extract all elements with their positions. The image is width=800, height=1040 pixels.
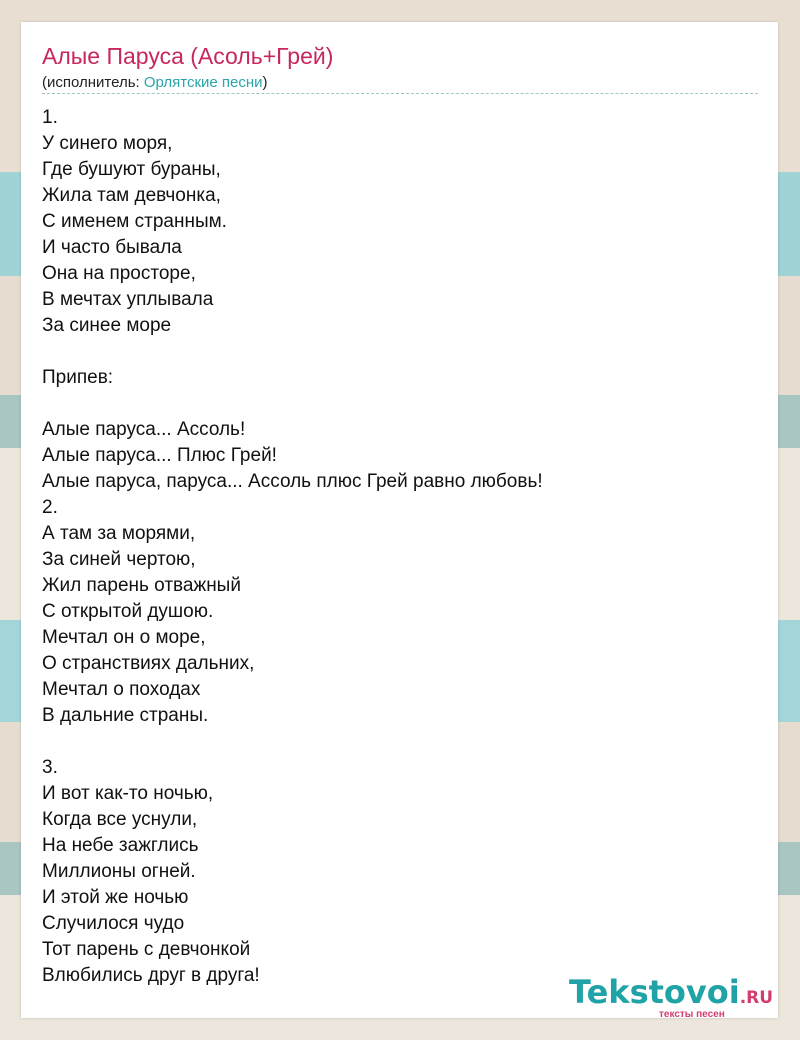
lyric-line: За синее море xyxy=(42,315,172,336)
lyric-line xyxy=(42,339,543,365)
lyric-line xyxy=(42,391,543,417)
lyric-line: С открытой душою. xyxy=(42,601,214,622)
logo-tld: .RU xyxy=(739,988,774,1008)
lyric-line: Где бушуют бураны, xyxy=(42,159,221,180)
artist-link[interactable]: Орлятские песни xyxy=(143,74,263,91)
lyric-line: Алые паруса... Плюс Грей! xyxy=(42,445,277,466)
lyric-line: 2. xyxy=(42,497,58,518)
artist-suffix: ) xyxy=(262,74,268,91)
lyric-line: И часто бывала xyxy=(42,237,182,258)
lyric-line: Жила там девчонка, xyxy=(42,185,221,206)
title-divider xyxy=(42,93,758,94)
lyric-line: За синей чертою, xyxy=(42,549,196,570)
logo-wordmark xyxy=(569,973,773,1011)
lyric-line: Случилося чудо xyxy=(42,913,185,934)
lyric-line: С именем странным. xyxy=(42,211,227,232)
artist-prefix: (исполнитель: xyxy=(42,74,144,91)
lyric-line: И этой же ночью xyxy=(42,887,189,908)
lyric-line: Когда все уснули, xyxy=(42,809,198,830)
lyric-line: Тот парень с девчонкой xyxy=(42,939,251,960)
lyrics-text xyxy=(42,105,543,989)
lyric-line: Миллионы огней. xyxy=(42,861,196,882)
logo-tagline: тексты песен xyxy=(659,1009,725,1020)
artist-line xyxy=(42,74,268,91)
lyric-line: Мечтал о походах xyxy=(42,679,201,700)
lyrics-card xyxy=(21,22,778,1018)
lyric-line: В мечтах уплывала xyxy=(42,289,214,310)
lyric-line: Мечтал он о море, xyxy=(42,627,206,648)
lyric-line: А там за морями, xyxy=(42,523,196,544)
lyric-line: 3. xyxy=(42,757,58,778)
lyric-line: Она на просторе, xyxy=(42,263,196,284)
site-logo[interactable] xyxy=(569,973,779,1021)
lyric-line: У синего моря, xyxy=(42,133,173,154)
logo-name: Tekstovoi xyxy=(569,973,740,1011)
lyric-line: Алые паруса, паруса... Ассоль плюс Грей равно любовь! xyxy=(42,471,543,492)
lyric-line: 1. xyxy=(42,107,58,128)
lyric-line: Припев: xyxy=(42,367,114,388)
lyric-line: Влюбились друг в друга! xyxy=(42,965,260,986)
lyric-line: На небе зажглись xyxy=(42,835,199,856)
song-title: Алые Паруса (Асоль+Грей) xyxy=(42,43,334,69)
lyric-line: И вот как-то ночью, xyxy=(42,783,214,804)
lyric-line: Алые паруса... Ассоль! xyxy=(42,419,246,440)
lyric-line: В дальние страны. xyxy=(42,705,209,726)
lyric-line xyxy=(42,729,543,755)
lyric-line: Жил парень отважный xyxy=(42,575,241,596)
lyric-line: О странствиях дальних, xyxy=(42,653,255,674)
